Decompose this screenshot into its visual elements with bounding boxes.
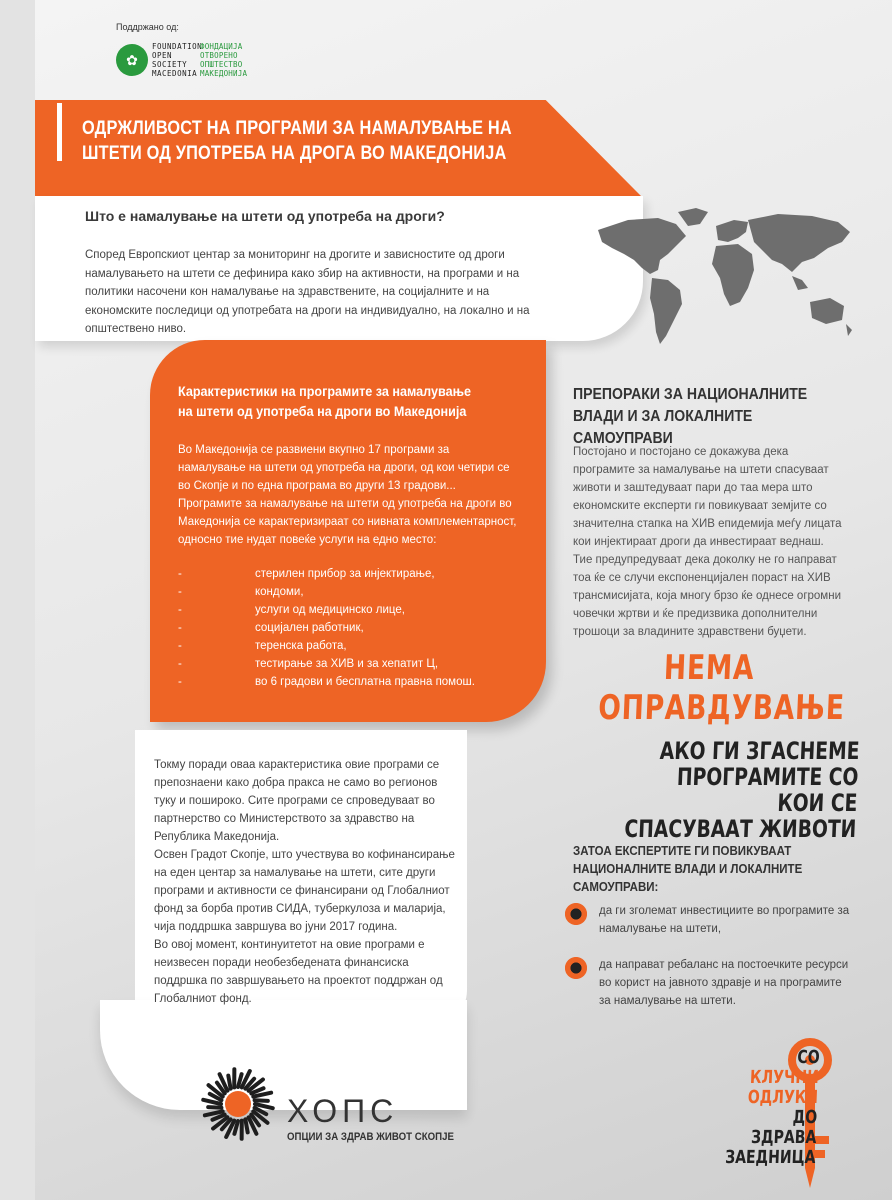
sun-ray — [208, 1107, 221, 1108]
list-item: - тестирање за ХИВ и за хепатит Ц, — [178, 658, 439, 670]
world-map-icon — [588, 202, 860, 362]
services-list — [178, 565, 518, 691]
osf-logo-macedonian: ФОНДАЦИЈА ОТВОРЕНО ОПШТЕСТВО МАКЕДОНИЈА — [200, 42, 248, 78]
osf-monogram-icon: ✿ — [116, 44, 148, 76]
slogan-subline: АКО ГИ ЗГАСНЕМЕ ПРОГРАМИТЕ СО КОИ СЕ СПАСУВААТ ЖИВОТИ — [623, 737, 861, 843]
slogan-headline: НЕМА ОПРАВДУВАЊЕ — [597, 648, 846, 728]
title-accent-bar — [57, 103, 62, 161]
hops-subtitle: ОПЦИИ ЗА ЗДРАВ ЖИВОТ СКОПЈЕ — [287, 1131, 454, 1143]
intro-body: Според Европскиот центар за мониторинг на дрогите и зависностите од дроги намалувањето на штети се дефинира како збир на активности, на програми и на политики насочени кон намалување на здравствените, на социјалните и на економските последици од употребата на дроги на индивидуално, на локално и на општествено ниво. — [85, 249, 530, 335]
list-item: - теренска работа, — [178, 640, 347, 652]
practice-body: Токму поради оваа карактеристика овие програми се препознаени како добра пракса не само во регионов туку и пошироко. Сите програми се спроведуваат во партнерство со Министерството за здравство на Република Македонија. Освен Градот Скопје, што учествува во кофинансирање на еден центар за намалување на штети, сите други програми и активности се финансирани од Глобалниот фонд за борба против СИДА, туберкулоза и маларија, чија поддршка завршува во јуни 2017 година. Во овој момент, континуитетот на овие програми е неизвесен поради необезбедената финансиска поддршка по завршувањето на проектот поддржан од Глобалниот фонд. — [154, 759, 455, 1005]
sun-ray — [245, 1119, 247, 1132]
page-title: ОДРЖЛИВОСТ НА ПРОГРАМИ ЗА НАМАЛУВАЊЕ НА ШТЕТИ ОД УПОТРЕБА НА ДРОГА ВО МАКЕДОНИЈА — [82, 118, 512, 164]
list-item: - во 6 градови и бесплатна правна помош. — [178, 676, 475, 688]
hops-name: ХОПС — [287, 1093, 399, 1129]
sun-ray — [255, 1100, 268, 1101]
sun-ray — [228, 1076, 230, 1089]
bullet-dot-icon — [565, 903, 587, 925]
list-item: - услуги од медицинско лице, — [178, 604, 405, 616]
list-item: - социјален работник, — [178, 622, 364, 634]
hops-sun-icon — [200, 1066, 276, 1142]
recommendations-title: ПРЕПОРАКИ ЗА НАЦИОНАЛНИТЕ ВЛАДИ И ЗА ЛОКАЛНИТЕ САМОУПРАВИ — [573, 386, 808, 447]
osf-logo — [116, 42, 252, 78]
characteristics-heading: Карактеристики на програмите за намалување на штети од употреба на дроги во Македонија — [178, 383, 472, 419]
page-margin — [0, 0, 35, 1200]
practice-panel-curve — [100, 1000, 467, 1110]
campaign-slogan: СО КЛУЧНИ ОДЛУКИ ДО ЗДРАВА ЗАЕДНИЦА — [724, 1047, 821, 1168]
recommendations-body: Постојано и постојано се докажува дека програмите за намалување на штети спасуваат животи и заштедуваат пари до таа мера што економските експерти ги повикуваат земјите со значителна стапка на ХИВ епидемија меѓу лицата кои инјектираат дроги да инвестираат веднаш. Тие предупредуваат дека доколку не го направат тоа ќе се случи експоненцијален пораст на ХИВ трансмисијата, која многу брзо ќе однесе огромни човечки жртви и ќе предизвика дополнителни трошоци за владините здравствени буџети. — [573, 446, 842, 638]
intro-question: Што е намалување на штети од употреба на дроги? — [85, 208, 445, 224]
experts-call-title: ЗАТОА ЕКСПЕРТИТЕ ГИ ПОВИКУВААТ НАЦИОНАЛНИТЕ ВЛАДИ И ЛОКАЛНИТЕ САМОУПРАВИ: — [573, 844, 803, 894]
supported-by-label: Поддржано од: — [116, 22, 179, 32]
osf-logo-english: FOUNDATION OPEN SOCIETY MACEDONIA — [152, 42, 203, 78]
characteristics-body: Во Македонија се развиени вкупно 17 програми за намалување на штети од употреба на дроги, од кои четири се во Скопје и по една програма во други 13 градови... Програмите за намалување на штети од употреба на дроги во Македонија се карактеризираат со нивната комплементарност, односно тие нудат повеќе услуги на едно место: — [178, 444, 517, 546]
list-item: - кондоми, — [178, 586, 304, 598]
bullet-dot-icon — [565, 957, 587, 979]
list-item: - стерилен прибор за инјектирање, — [178, 568, 435, 580]
